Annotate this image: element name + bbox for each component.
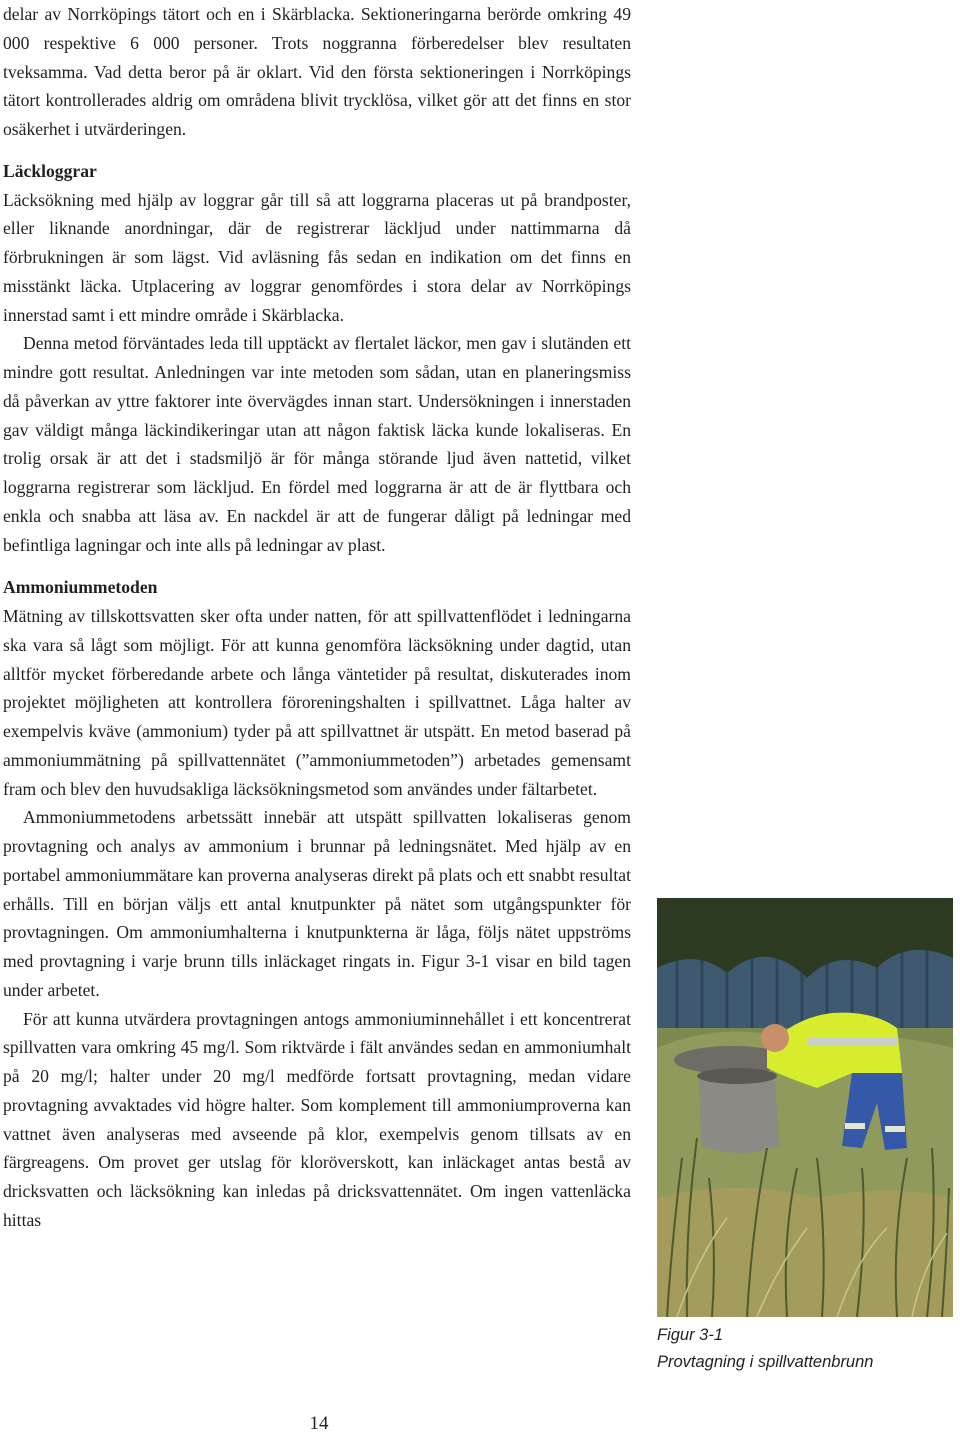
trouser-stripe	[845, 1123, 865, 1129]
paragraph: Ammoniummetodens arbetssätt innebär att utspätt spillvatten lokaliseras genom provtagning och analys av ammonium i brunnar på ledningsnätet. Med hjälp av en portabel ammoniummätare kan proverna analyseras direkt på plats och ett snabbt resultat erhålls. Till en början väljs ett antal knutpunkter på nätet som utgångspunkter för provtagningen. Om ammoniumhalterna i knutpunkterna är låga, följs nätet uppströms med provtagning i varje brunn tills inläckaget ringats in. Figur 3-1 visar en bild tagen under arbetet.	[3, 807, 631, 1000]
body-text-column	[3, 0, 631, 1235]
spacer	[3, 559, 631, 573]
trouser-stripe	[885, 1126, 905, 1132]
well-opening	[697, 1068, 777, 1084]
paragraph: Denna metod förväntades leda till upptäckt av flertalet läckor, men gav i slutänden ett mindre gott resultat. Anledningen var inte metoden som sådan, utan en planeringsmiss då påverkan av yttre faktorer inte övervägdes innan start. Undersökningen i innerstaden gav väldigt många läckindikeringar utan att någon faktisk läcka kunde lokaliseras. En trolig orsak är att det i stadsmiljö är för många störande ljud även nattetid, vilket loggrarna registrerar som läckljud. En fördel med loggrarna är att de är flyttbara och enkla och snabba att läsa av. En nackdel är att de fungerar dåligt på ledningar med befintliga lagningar och inte alls på ledningar av plast.	[3, 333, 631, 555]
intro-paragraph: delar av Norrköpings tätort och en i Skärblacka. Sektioneringarna berörde omkring 49 000 respektive 6 000 personer. Trots noggranna förberedelser blev resultaten tveksamma. Vad detta beror på är oklart. Vid den första sektioneringen i Norrköpings tätort kontrollerades aldrig om områdena blivit trycklösa, vilket gör att det finns en stor osäkerhet i utvärderingen.	[3, 4, 631, 139]
section-heading-lackloggrar: Läckloggrar	[3, 160, 97, 181]
grass-foreground	[657, 1188, 953, 1317]
well-ring	[699, 1076, 779, 1153]
photo-illustration	[657, 898, 953, 1317]
page-number: 14	[309, 1413, 329, 1434]
figure-caption	[657, 1322, 957, 1376]
section-heading-ammoniummetoden: Ammoniummetoden	[3, 577, 158, 598]
figure-caption-text: Provtagning i spillvattenbrunn	[657, 1353, 874, 1371]
paragraph: Läcksökning med hjälp av loggrar går till så att loggrarna placeras ut på brandposter, eller liknande anordningar, där de registrerar läckljud under nattimmarna då förbrukningen är som lägst. Vid avläsning fås sedan en indikation om det finns en misstänkt läcka. Utplacering av loggrar genomfördes i stora delar av Norrköpings innerstad samt i ett mindre område i Skärblacka.	[3, 189, 631, 325]
worker-head	[761, 1024, 789, 1052]
paragraph: För att kunna utvärdera provtagningen antogs ammoniuminnehållet i ett koncentrerat spillvatten vara omkring 45 mg/l. Som riktvärde i fält användes sedan en ammoniumhalt på 20 mg/l; halter under 20 mg/l medförde fortsatt provtagning, medan vidare provtagning avvaktades vid högre halter. Som komplement till ammoniumproverna kan vattnet även analyseras med avseende på klor, exempelvis genom tillsats av en färgreagens. Om provet ger utslag för kloröverskott, kan inläckaget antas bestå av dricksvatten och läcksökning kan inledas på dricksvattennätet. Om ingen vattenläcka hittas	[3, 1008, 631, 1230]
figure-label: Figur 3-1	[657, 1326, 724, 1344]
paragraph: Mätning av tillskottsvatten sker ofta under natten, för att spillvattenflödet i ledningarna ska vara så lågt som möjligt. För att kunna genomföra läcksökning under dagtid, utan alltför mycket förberedande arbete och långa väntetider på resultat, diskuterades inom projektet möjligheten att kontrollera föroreningshalten i spillvattnet. Låga halter av exempelvis kväve (ammonium) tyder på att spillvattnet är utspätt. En metod baserad på ammoniummätning på spillvattennätet (”ammoniummetoden”) arbetades gemensamt fram och blev den huvudsakliga läcksökningsmetod som användes under fältarbetet.	[3, 606, 631, 799]
figure-photo	[657, 898, 953, 1317]
reflective-stripe	[807, 1038, 897, 1046]
spacer	[3, 144, 631, 157]
